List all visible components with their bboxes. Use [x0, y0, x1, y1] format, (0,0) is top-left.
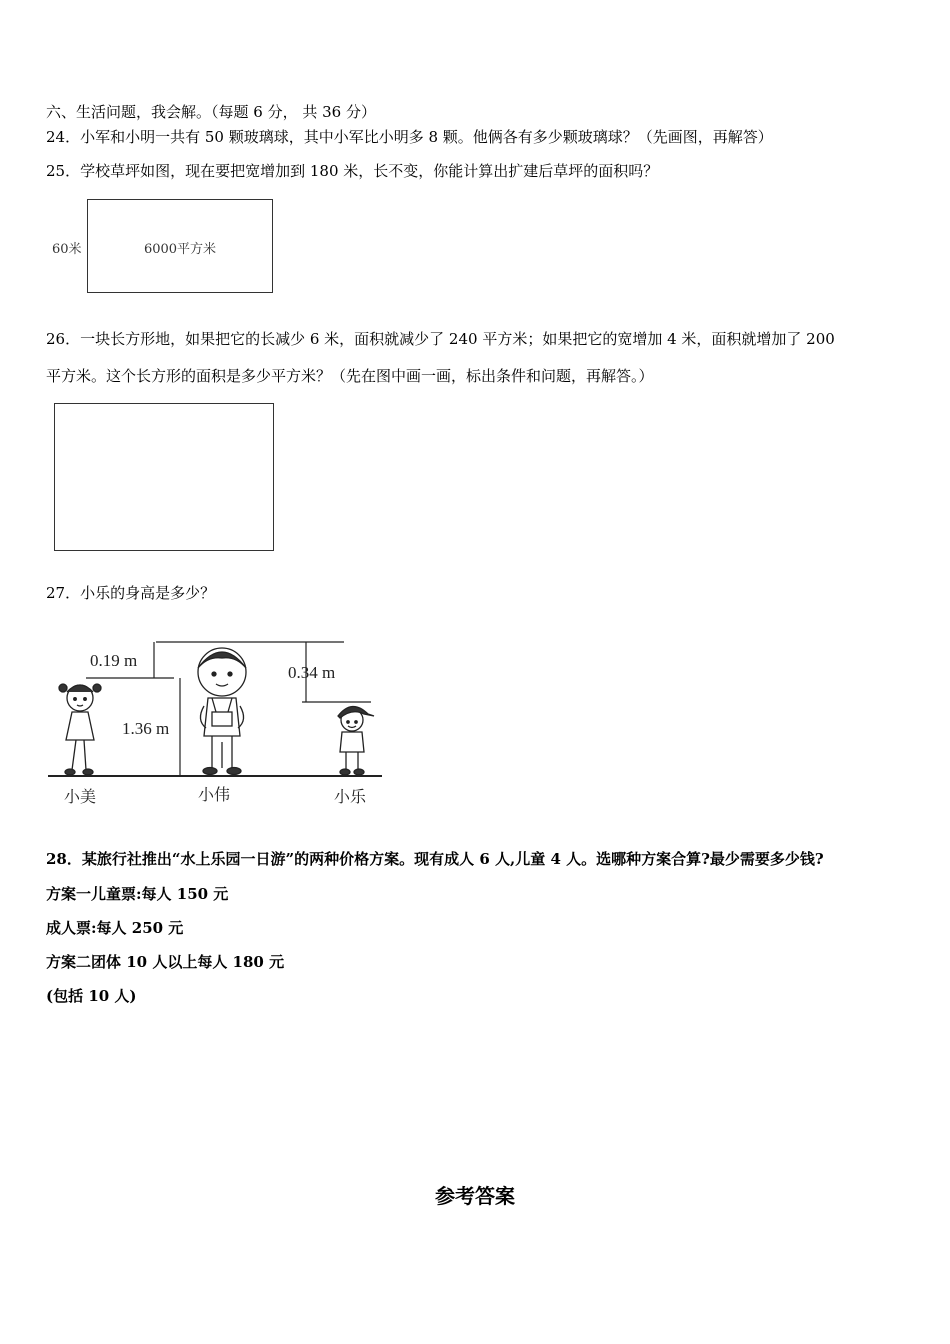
drawing-rectangle[interactable]: [54, 403, 274, 551]
height-figure: [46, 630, 386, 815]
lawn-width-label: 60米: [52, 242, 82, 257]
section-heading: 六、生活问题，我会解。（每题 6 分， 共 36 分）: [46, 103, 376, 121]
question-26-line-2: 平方米。这个长方形的面积是多少平方米？（先在图中画一画，标出条件和问题，再解答。）: [46, 367, 654, 385]
question-24: 24．小军和小明一共有 50 颗玻璃球，其中小军比小明多 8 颗。他俩各有多少颗玻璃球？（先画图，再解答）: [46, 128, 773, 146]
label-0-34: 0.34 m: [288, 663, 336, 682]
question-28: 28．某旅行社推出“水上乐园一日游”的两种价格方案。现有成人 6 人,儿童 4 人。选哪种方案合算?最少需要多少钱?: [46, 850, 824, 868]
name-xiaowei: 小伟: [198, 785, 231, 804]
lawn-figure: [48, 196, 278, 296]
label-1-36: 1.36 m: [122, 719, 170, 738]
small-boy-icon: [338, 706, 374, 775]
name-xiaomei: 小美: [64, 787, 97, 806]
girl-icon: [59, 684, 101, 775]
boy-icon: [198, 648, 246, 775]
answer-title: 参考答案: [435, 1184, 515, 1208]
label-0-19: 0.19 m: [90, 651, 138, 670]
plan-1-adult: 成人票:每人 250 元: [46, 919, 184, 937]
plan-2: 方案二团体 10 人以上每人 180 元: [46, 953, 285, 971]
plan-1-child: 方案一儿童票:每人 150 元: [46, 885, 229, 903]
question-25: 25．学校草坪如图，现在要把宽增加到 180 米，长不变，你能计算出扩建后草坪的面积吗？: [46, 162, 659, 180]
name-xiaole: 小乐: [334, 787, 367, 806]
question-27: 27．小乐的身高是多少？: [46, 584, 216, 602]
plan-2-note: (包括 10 人): [46, 987, 137, 1005]
height-diagram: [46, 630, 386, 815]
question-26-line-1: 26．一块长方形地，如果把它的长减少 6 米，面积就减少了 240 平方米；如果把它的宽增加 4 米，面积就增加了 200: [46, 330, 835, 348]
lawn-area-label: 6000平方米: [143, 242, 217, 257]
